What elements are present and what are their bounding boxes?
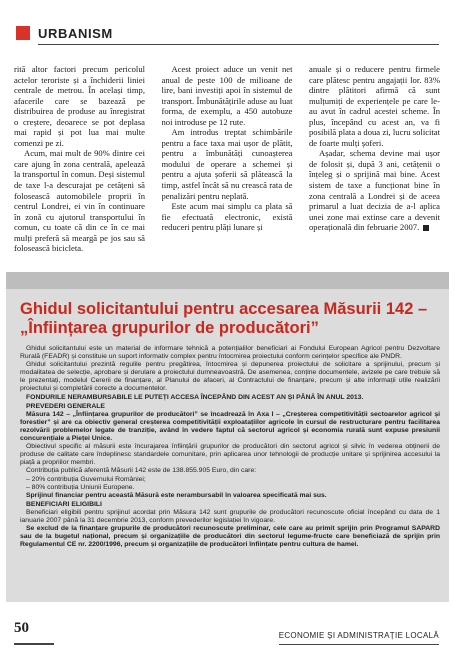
box-top-bar — [6, 272, 449, 289]
page-number-rule — [14, 643, 54, 645]
article-column-2 — [162, 64, 293, 266]
section-marker — [16, 26, 30, 40]
publication-name: ECONOMIE ȘI ADMINISTRAȚIE LOCALĂ — [278, 631, 439, 640]
paragraph: Acest proiect aduce un venit net anual de peste 100 de milioane de lire, bani investiți apoi în sistemul de transport. Îmbunătățirile aduse au luat forma, de exemplu, a 450 autobuze noi introduse pe 12 rute. — [161, 64, 293, 127]
article-columns — [14, 64, 440, 266]
box-body — [20, 345, 440, 549]
box-list-item: – 20% contribuția Guvernului României; — [26, 475, 146, 483]
box-paragraph: Se exclud de la finanțare grupurile de producători recunoscute preliminar, cele care au primit sprijin prin Programul SAPARD sau de la bugetul național, precum și organizațiile de producători din sectorul legume-fructe care beneficiază de sprijin prin Regulamentul CE nr. 2200/1996, precum și organizațiile de producători înființate pentru cultura de hamei. — [20, 525, 440, 549]
section-title: URBANISM — [38, 26, 113, 41]
box-paragraph: Contribuția publică aferentă Măsurii 142 este de 138.855.905 Euro, din care: — [26, 467, 257, 475]
box-subheading: BENEFICIARI ELIGIBILI — [26, 500, 102, 508]
paragraph-text: Așadar, schema devine mai ușor de folosit și, după 3 ani, cetățenii o înțeleg și o sprijină mai bine. Acest sistem de taxe a funcționat bine în zona centrală a Londrei și de aceea primarul a luat decizia de a-l aplica unei zone mai extinse care a devenit operațională din februarie 2007. — [309, 148, 440, 233]
box-title: Ghidul solicitantului pentru accesarea Măsurii 142 – „Înființarea grupurilor de producători” — [20, 300, 428, 337]
paragraph: Am introdus treptat schimbările pentru a face taxa mai ușor de plătit, pentru a îmbunătăți cunoașterea modului de operare a schemei și pentru a ajuta șoferii să plătească la timp, astfel încât să nu crească rata de penalizări pentru neplată. — [161, 127, 293, 201]
article-column-3 — [309, 64, 440, 266]
box-paragraph: Ghidul solicitantului este un material de informare tehnică a potențialilor beneficiari ai Fondului European Agricol pentru Dezvoltare Rurală (FEADR) și constituie un suport informativ complex pentru întocmirea proiectului conform cerințelor specifice ale PNDR. — [20, 345, 440, 361]
paragraph: Acum, mai mult de 90% dintre cei care ajung în zona centrală, apelează la transportul în comun. Deși sistemul de taxe l-a descurajat pe cetățeni să folosească automobilele proprii în centrul Londrei, ei vin în continuare în zonă cu ajutorul transportului în comun, cu toate că din ce în ce mai mulți preferă să meargă pe jos sau să folosească bicicleta. — [14, 148, 145, 254]
box-paragraph: Beneficiari eligibili pentru sprijinul acordat prin Măsura 142 sunt grupurile de producători recunoscute oficial începând cu data de 1 ianuarie 2007 până la 31 decembrie 2013, conform prevederilor legislației în vigoare. — [20, 508, 440, 524]
box-paragraph: Sprijinul financiar pentru această Măsură este nerambursabil în valoarea specificată mai sus. — [26, 491, 327, 499]
page-footer — [0, 606, 455, 657]
sidebar-box — [6, 272, 449, 602]
paragraph — [309, 148, 440, 232]
page-header — [0, 0, 455, 62]
box-list-item: – 80% contribuția Uniunii Europene. — [26, 483, 135, 491]
paragraph: anuale și o reducere pentru firmele care plătesc pentru angajații lor. 83% dintre plătitori afirmă că sunt mulțumiți de experiențele pe care le-au avut în cadrul acestei scheme. În plus, începând cu acest an, va fi posibilă plata a doua zi, lucru solicitat de foarte mulți șoferi. — [309, 64, 440, 148]
paragraph: Este acum mai simplu ca plata să fie efectuată electronic, există reduceri pentru plăți lunare și — [161, 201, 293, 233]
publication-rule — [279, 644, 439, 645]
box-paragraph: Măsura 142 – „Înființarea grupurilor de producători” se încadrează în Axa I – „Creșterea competitivității sectoarelor agricol și forestier” și are ca obiectiv general creșterea competitivității exploatațiilor agricole în cursul de restructurare pentru facilitarea rezolvării problemelor legate de tranziție, având în vedere faptul că sectorul agricol și economia rurală sunt expuse presiunii concurențiale a Pieței Unice. — [20, 410, 440, 443]
page-number: 50 — [14, 620, 29, 636]
box-subheading: PREVEDERI GENERALE — [26, 402, 105, 410]
paragraph: rită altor factori precum pericolul actelor teroriste și a închiderii liniei centrale de metrou. În același timp, afacerile care se bazează pe distribuirea de produse au înregistrat o creștere, deoarece se pot deplasa mai rapid și pot lua mai multe comenzi pe zi. — [14, 64, 145, 148]
box-paragraph: Obiectivul specific al măsurii este încurajarea înființării grupurilor de producători din sectorul agricol și silvic în vederea obținerii de produse de calitate care îndeplinesc standardele comunitare, prin aplicarea unor tehnologii de producție unitare și sprijinirea accesului la piață a propriilor membri. — [20, 443, 440, 467]
article-column-1 — [14, 64, 145, 266]
header-rule — [38, 44, 439, 45]
box-paragraph: Ghidul solicitantului prezintă regulile pentru pregătirea, întocmirea și depunerea proiectului de solicitare a sprijinului, precum și modalitatea de selecție, aprobare și derulare a proiectului dumneavoastră. De asemenea, conține documentele, avizele pe care trebuie să le prezentați, modelul Cererii de finanțare, al Planului de afaceri, al Contractului de finanțare, precum și alte informații utile realizării proiectului și completării corecte a documentelor. — [20, 361, 440, 393]
end-of-article-mark — [423, 225, 429, 231]
box-paragraph: FONDURILE NERAMBURSABILE LE PUTEȚI ACCESA ÎNCEPÂND DIN ACEST AN ȘI PÂNĂ ÎN ANUL 2013. — [26, 393, 364, 401]
